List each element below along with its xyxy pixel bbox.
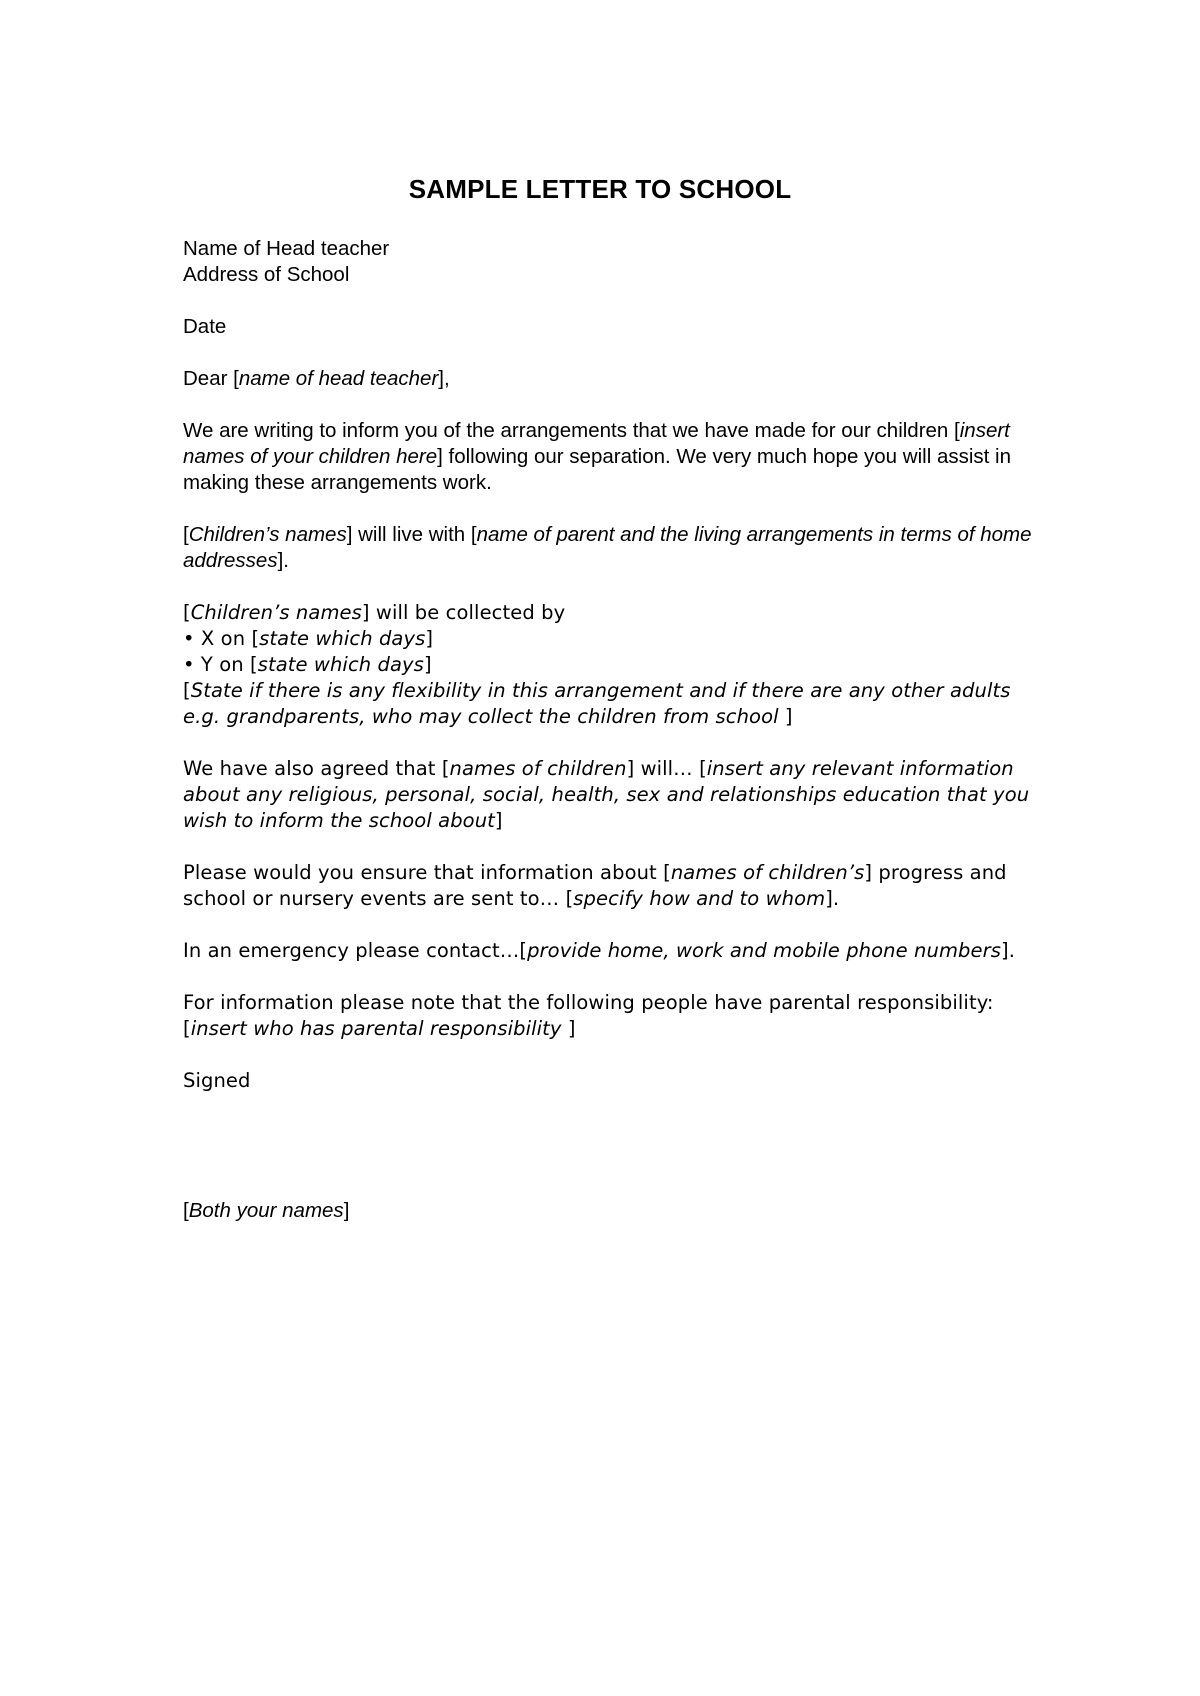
living-bracket-open: [	[183, 523, 189, 546]
paragraph-intro	[183, 418, 1043, 496]
agreed-children-placeholder: names of children	[449, 757, 627, 780]
names-bracket-close: ]	[343, 1199, 350, 1222]
living-arrangements-placeholder: name of parent and the living arrangements in terms of home addresses	[183, 523, 1032, 572]
bullet-x-close: ]	[425, 627, 434, 650]
paragraph-agreed	[183, 756, 1043, 834]
intro-text-end: ] following our separation. We very much hope you will assist in making these arrangements work.	[183, 445, 1011, 494]
note-bracket-close: ]	[778, 705, 793, 728]
info-bracket-close: ].	[825, 887, 840, 910]
letter-body	[183, 236, 1043, 1224]
bullet-y-placeholder: state which days	[257, 653, 424, 676]
letter-title: SAMPLE LETTER TO SCHOOL	[408, 174, 792, 204]
emergency-bracket-close: ].	[1001, 939, 1016, 962]
agreed-text: We have also agreed that [	[183, 757, 450, 780]
paragraph-emergency	[183, 938, 1043, 964]
info-text: Please would you ensure that information about [	[183, 861, 671, 884]
names-placeholder: Both your names	[188, 1199, 344, 1222]
agreed-text-mid: ] will… [	[626, 757, 707, 780]
paragraph-parental	[183, 990, 1043, 1042]
names-bracket-open: [	[183, 1199, 189, 1222]
info-how-placeholder: specify how and to whom	[573, 887, 826, 910]
emergency-text: In an emergency please contact…[	[183, 939, 528, 962]
bullet-y-close: ]	[423, 653, 432, 676]
agreed-bracket-close: ]	[494, 809, 503, 832]
parental-placeholder: insert who has parental responsibility	[190, 1017, 562, 1040]
salutation	[183, 366, 1043, 392]
signatory-names	[183, 1198, 1043, 1224]
living-bracket-close: ].	[277, 549, 289, 572]
recipient-address-line: Address of School	[183, 263, 350, 286]
parental-text: For information please note that the following people have parental responsibility: [	[183, 991, 994, 1040]
collection-bullet-x	[183, 626, 1043, 652]
parental-bracket-close: ]	[561, 1017, 576, 1040]
collection-note	[183, 678, 1043, 730]
intro-text: We are writing to inform you of the arrangements that we have made for our children [	[183, 419, 960, 442]
bullet-x-placeholder: state which days	[259, 627, 426, 650]
living-text: ] will live with [	[346, 523, 477, 546]
note-bracket-open: [	[183, 679, 191, 702]
living-children-placeholder: Children’s names	[188, 523, 347, 546]
info-children-placeholder: names of children’s	[670, 861, 865, 884]
collection-children-placeholder: Children’s names	[190, 601, 362, 624]
salutation-prefix: Dear [	[183, 367, 239, 390]
bullet-y-text: • Y on [	[183, 653, 258, 676]
bullet-x-text: • X on [	[183, 627, 260, 650]
salutation-suffix: ],	[438, 367, 450, 390]
agreed-info-placeholder: insert any relevant information about any religious, personal, social, health, sex and relationships education that you wish to inform the school about	[183, 757, 1030, 832]
emergency-placeholder: provide home, work and mobile phone numbers	[527, 939, 1001, 962]
recipient-name-line: Name of Head teacher	[183, 237, 390, 260]
paragraph-collection	[183, 600, 1043, 730]
collection-intro	[183, 600, 1043, 626]
paragraph-living	[183, 522, 1043, 574]
signed-label: Signed	[183, 1069, 251, 1092]
collection-bracket-open: [	[183, 601, 191, 624]
collection-intro-text: ] will be collected by	[361, 601, 566, 624]
salutation-placeholder: name of head teacher	[238, 367, 439, 390]
note-placeholder: State if there is any flexibility in this arrangement and if there are any other adults e.g. grandparents, who may collect the children from school	[183, 679, 1011, 728]
info-text-mid: ] progress and school or nursery events are sent to… [	[183, 861, 1007, 910]
recipient-address	[183, 236, 1043, 288]
intro-placeholder: insert names of your children here	[183, 419, 1010, 468]
letter-date: Date	[183, 315, 227, 338]
paragraph-information	[183, 860, 1043, 912]
collection-bullet-y	[183, 652, 1043, 678]
